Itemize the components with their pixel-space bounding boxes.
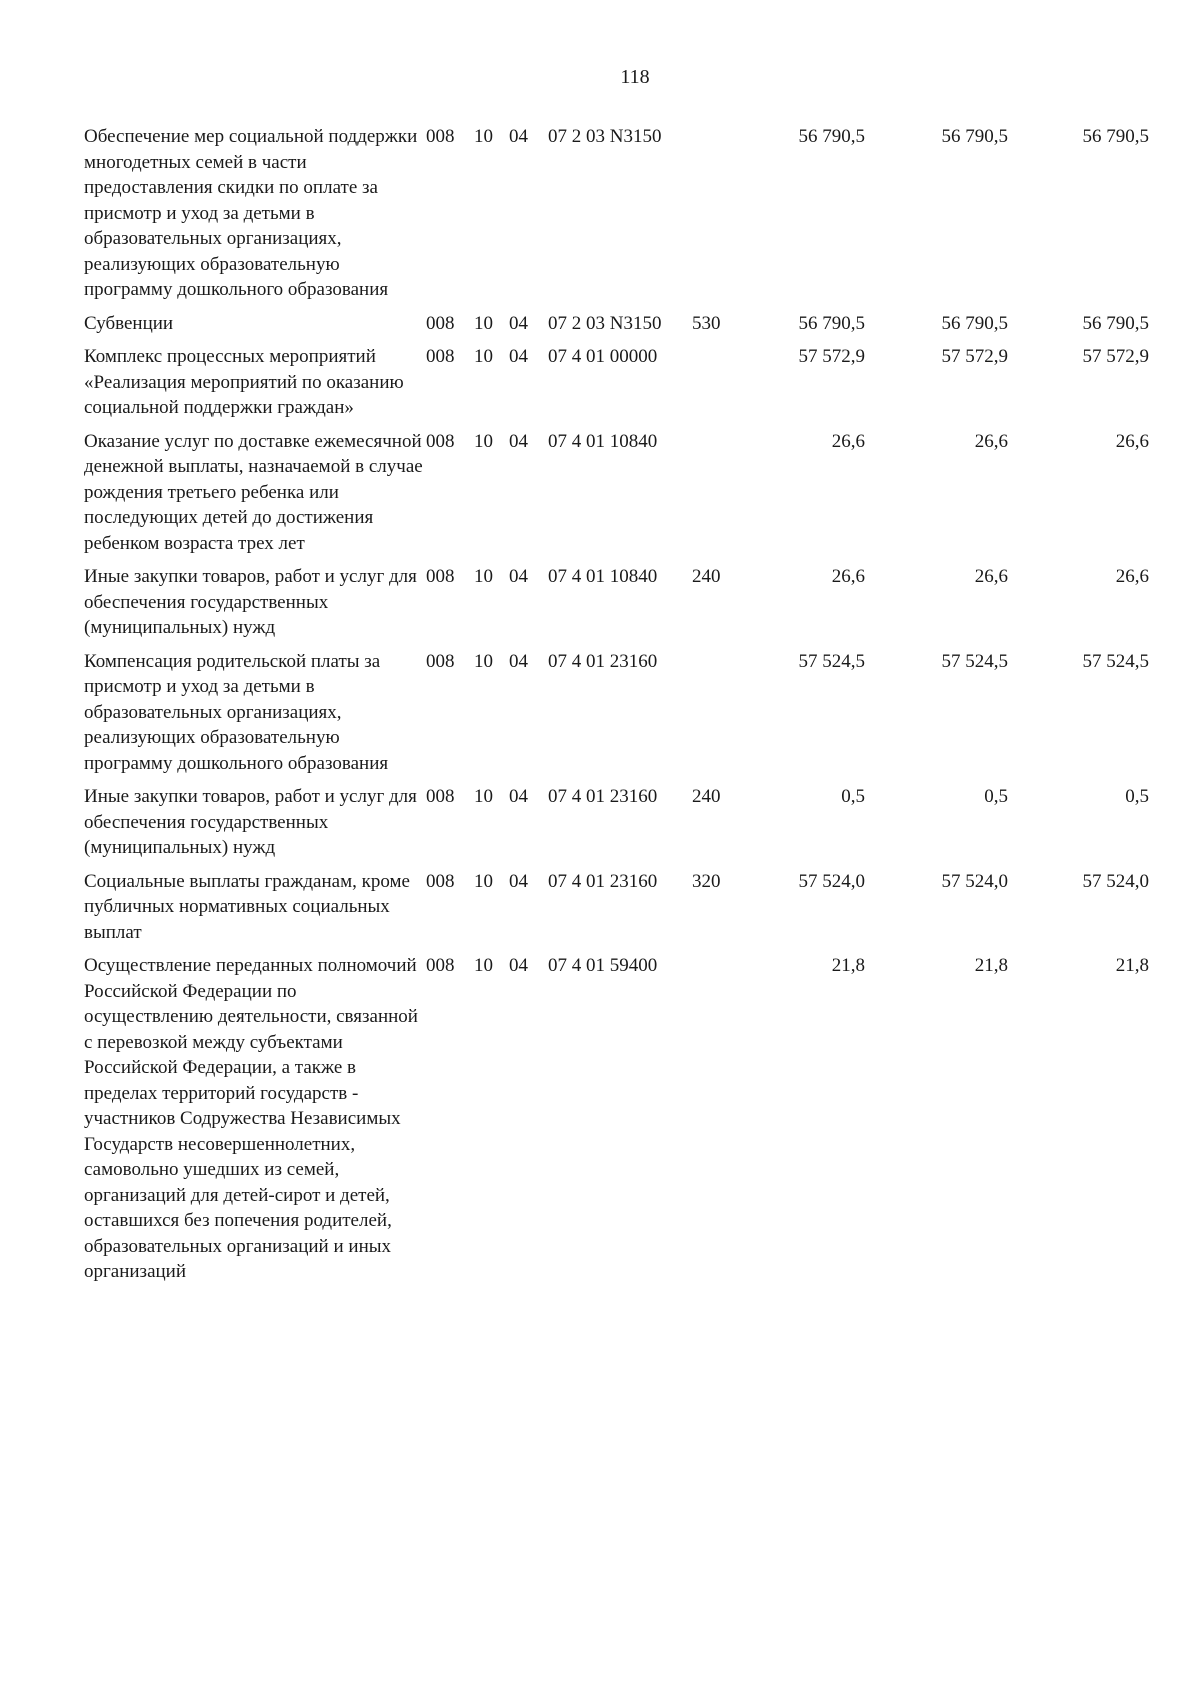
table-row bbox=[84, 869, 1149, 954]
amount-year-3: 56 790,5 bbox=[1082, 126, 1149, 147]
row-name: Иные закупки товаров, работ и услуг для обеспечения государственных (муниципальных) нужд bbox=[84, 786, 417, 858]
amount-year-2: 57 524,5 bbox=[941, 650, 1008, 672]
table-row bbox=[84, 564, 1149, 649]
amount-year-2: 26,6 bbox=[974, 566, 1008, 587]
subsection-code: 04 bbox=[509, 566, 528, 587]
amount-year-3: 0,5 bbox=[1125, 786, 1149, 807]
dept-code: 008 bbox=[426, 126, 455, 147]
amount-year-2: 57 524,0 bbox=[941, 870, 1008, 892]
expense-type-code: 240 bbox=[692, 786, 721, 807]
section-code: 10 bbox=[474, 346, 493, 367]
amount-year-1: 21,8 bbox=[831, 955, 865, 976]
dept-code: 008 bbox=[426, 786, 455, 807]
table-row bbox=[84, 311, 1149, 345]
row-name: Субвенции bbox=[84, 312, 174, 334]
row-name: Комплекс процессных мероприятий «Реализация мероприятий по оказанию социальной поддержки граждан» bbox=[84, 346, 404, 418]
amount-year-1: 56 790,5 bbox=[798, 312, 865, 334]
target-article-code: 07 4 01 23160 bbox=[548, 870, 658, 892]
table-row bbox=[84, 649, 1149, 785]
amount-year-1: 26,6 bbox=[831, 430, 865, 452]
section-code: 10 bbox=[474, 430, 493, 452]
row-name: Оказание услуг по доставке ежемесячной денежной выплаты, назначаемой в случае рождения третьего ребенка или последующих детей до достижения ребенком возраста трех лет bbox=[84, 430, 423, 554]
amount-year-2: 26,6 bbox=[974, 430, 1008, 452]
table-row bbox=[84, 429, 1149, 565]
row-name: Социальные выплаты гражданам, кроме публичных нормативных социальных выплат bbox=[84, 870, 410, 943]
target-article-code: 07 2 03 N3150 bbox=[548, 312, 662, 334]
table-row bbox=[84, 784, 1149, 869]
row-name: Компенсация родительской платы за присмотр и уход за детьми в образовательных организациях, реализующих образовательную программу дошкольного образования bbox=[84, 650, 389, 774]
target-article-code: 07 4 01 59400 bbox=[548, 955, 658, 976]
dept-code: 008 bbox=[426, 430, 455, 452]
section-code: 10 bbox=[474, 870, 493, 892]
section-code: 10 bbox=[474, 786, 493, 807]
amount-year-1: 57 524,5 bbox=[798, 650, 865, 672]
amount-year-3: 26,6 bbox=[1115, 430, 1149, 452]
section-code: 10 bbox=[474, 566, 493, 587]
amount-year-3: 56 790,5 bbox=[1082, 312, 1149, 334]
row-name: Осуществление переданных полномочий Российской Федерации по осуществлению деятельности, связанной с перевозкой между субъектами Российской Федерации, а также в пределах территорий государств - участников Содружества Независимых Государств несовершеннолетних, самовольно ушедших из семей, организаций для детей-сирот и детей, оставшихся без попечения родителей, образовательных организаций и иных организаций bbox=[84, 955, 418, 1282]
amount-year-1: 57 524,0 bbox=[798, 870, 865, 892]
expense-type-code bbox=[692, 344, 772, 429]
target-article-code: 07 4 01 23160 bbox=[548, 650, 658, 672]
table-row bbox=[84, 124, 1149, 311]
amount-year-3: 21,8 bbox=[1115, 955, 1149, 976]
amount-year-3: 57 524,5 bbox=[1082, 650, 1149, 672]
amount-year-3: 57 524,0 bbox=[1082, 870, 1149, 892]
subsection-code: 04 bbox=[509, 955, 528, 976]
amount-year-3: 57 572,9 bbox=[1082, 346, 1149, 367]
target-article-code: 07 4 01 10840 bbox=[548, 566, 658, 587]
subsection-code: 04 bbox=[509, 870, 528, 892]
subsection-code: 04 bbox=[509, 786, 528, 807]
amount-year-2: 21,8 bbox=[974, 955, 1008, 976]
expense-type-code: 240 bbox=[692, 566, 721, 587]
subsection-code: 04 bbox=[509, 312, 528, 334]
dept-code: 008 bbox=[426, 566, 455, 587]
amount-year-2: 0,5 bbox=[984, 786, 1008, 807]
section-code: 10 bbox=[474, 955, 493, 976]
page-number: 118 bbox=[620, 66, 650, 88]
section-code: 10 bbox=[474, 312, 493, 334]
target-article-code: 07 4 01 10840 bbox=[548, 430, 658, 452]
expense-type-code bbox=[692, 953, 772, 1293]
dept-code: 008 bbox=[426, 870, 455, 892]
subsection-code: 04 bbox=[509, 126, 528, 147]
budget-table bbox=[84, 124, 1149, 1293]
table-row bbox=[84, 953, 1149, 1293]
target-article-code: 07 2 03 N3150 bbox=[548, 126, 662, 147]
subsection-code: 04 bbox=[509, 346, 528, 367]
target-article-code: 07 4 01 00000 bbox=[548, 346, 658, 367]
row-name: Обеспечение мер социальной поддержки многодетных семей в части предоставления скидки по оплате за присмотр и уход за детьми в образовательных организациях, реализующих образовательную программу дошкольного образования bbox=[84, 126, 418, 300]
amount-year-2: 56 790,5 bbox=[941, 126, 1008, 147]
target-article-code: 07 4 01 23160 bbox=[548, 786, 658, 807]
section-code: 10 bbox=[474, 126, 493, 147]
amount-year-3: 26,6 bbox=[1115, 566, 1149, 587]
dept-code: 008 bbox=[426, 312, 455, 334]
dept-code: 008 bbox=[426, 650, 455, 672]
amount-year-1: 57 572,9 bbox=[798, 346, 865, 367]
amount-year-2: 56 790,5 bbox=[941, 312, 1008, 334]
amount-year-1: 0,5 bbox=[841, 786, 865, 807]
section-code: 10 bbox=[474, 650, 493, 672]
amount-year-1: 26,6 bbox=[831, 566, 865, 587]
expense-type-code bbox=[692, 124, 772, 311]
expense-type-code: 320 bbox=[692, 870, 721, 892]
expense-type-code bbox=[692, 649, 772, 785]
expense-type-code bbox=[692, 429, 772, 565]
amount-year-1: 56 790,5 bbox=[798, 126, 865, 147]
expense-type-code: 530 bbox=[692, 312, 721, 334]
dept-code: 008 bbox=[426, 955, 455, 976]
row-name: Иные закупки товаров, работ и услуг для обеспечения государственных (муниципальных) нужд bbox=[84, 566, 417, 638]
subsection-code: 04 bbox=[509, 650, 528, 672]
amount-year-2: 57 572,9 bbox=[941, 346, 1008, 367]
table-row bbox=[84, 344, 1149, 429]
dept-code: 008 bbox=[426, 346, 455, 367]
subsection-code: 04 bbox=[509, 430, 528, 452]
